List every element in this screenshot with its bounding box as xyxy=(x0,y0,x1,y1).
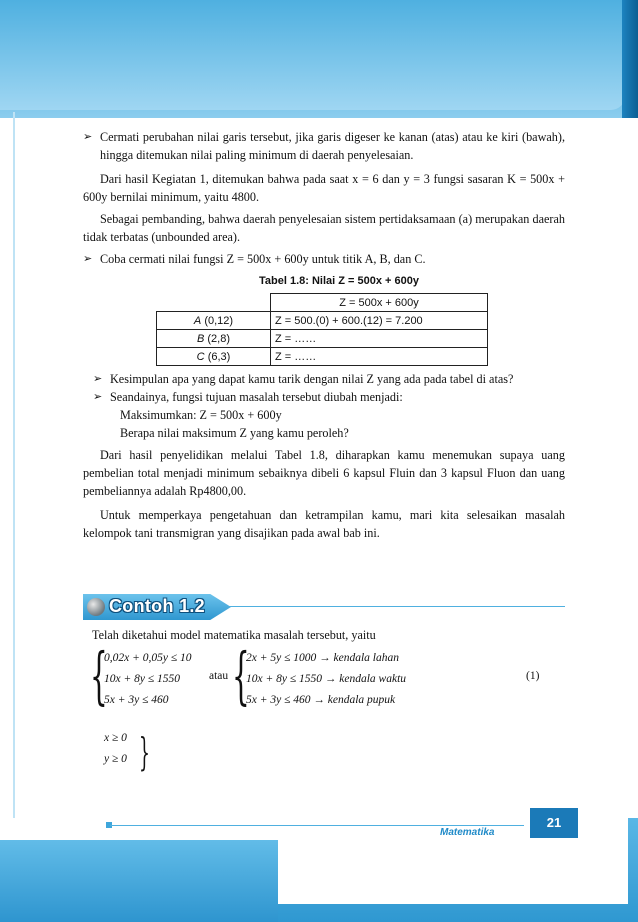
sub-bullet-list xyxy=(93,370,565,442)
right-eq-2: 10x + 8y ≤ 1550 → kendala waktu xyxy=(246,673,407,685)
paragraph-kegiatan: Dari hasil Kegiatan 1, ditemukan bahwa pada saat x = 6 dan y = 3 fungsi sasaran K = 500x + 600y bernilai minimum, yaitu 4800. xyxy=(83,172,565,204)
table-point-cell: B (2,8) xyxy=(157,330,271,348)
nonneg-y: y ≥ 0 xyxy=(104,753,127,765)
top-band-highlight xyxy=(0,0,625,110)
bullet-cermati xyxy=(83,128,565,164)
left-eq-3: 5x + 3y ≤ 460 xyxy=(104,694,169,706)
nilai-maksimum-question: Berapa nilai maksimum Z yang kamu peroleh? xyxy=(120,426,349,440)
equation-number: (1) xyxy=(526,670,540,682)
right-eq-1: 2x + 5y ≤ 1000 → kendala lahan xyxy=(246,652,400,664)
table-value-cell: Z = …… xyxy=(271,330,488,348)
table-row xyxy=(157,330,488,348)
page-number: 21 xyxy=(530,808,578,838)
right-system xyxy=(246,648,406,711)
right-brace: { xyxy=(232,639,250,712)
bullet-arrow-icon: ➢ xyxy=(93,373,103,385)
left-margin-line xyxy=(13,112,15,818)
example-title: Contoh 1.2 xyxy=(109,596,205,616)
left-system xyxy=(104,648,192,711)
bullet-arrow-icon: ➢ xyxy=(83,131,93,143)
bottom-left-decorative-tab xyxy=(0,840,278,922)
table-header-row xyxy=(157,294,488,312)
page-content xyxy=(83,128,565,542)
left-eq-1: 0,02x + 0,05y ≤ 10 xyxy=(104,652,192,664)
table-value-cell: Z = …… xyxy=(271,348,488,366)
example-heading xyxy=(83,594,565,620)
model-intro-text: Telah diketahui model matematika masalah tersebut, yaitu xyxy=(92,628,376,642)
z-value-table xyxy=(156,293,488,366)
connector-atau: atau xyxy=(209,670,229,682)
nonneg-constraints xyxy=(104,728,127,770)
bullet-arrow-icon: ➢ xyxy=(93,391,103,403)
example-heading-rule xyxy=(228,606,565,607)
table-row xyxy=(157,348,488,366)
maksimumkan-line: Maksimumkan: Z = 500x + 600y xyxy=(120,408,282,422)
bullet-seandainya xyxy=(93,388,565,406)
table-value-cell: Z = 500.(0) + 600.(12) = 7.200 xyxy=(271,312,488,330)
bullet-text: Coba cermati nilai fungsi Z = 500x + 600y untuk titik A, B, dan C. xyxy=(100,252,426,266)
right-eq-3: 5x + 3y ≤ 460 → kendala pupuk xyxy=(246,694,396,706)
nonneg-right-brace: } xyxy=(139,730,150,774)
table-title: Tabel 1.8: Nilai Z = 500x + 600y xyxy=(259,275,419,287)
paragraph-penyelidikan: Dari hasil penyelidikan melalui Tabel 1.8, diharapkan kamu menemukan supaya uang pembelian total menjadi minimum sebaiknya dibeli 6 kapsul Fluin dan 3 kapsul Fluon dan uang pembeliannya adalah Rp4800,00. xyxy=(83,448,565,498)
bullet-text: Cermati perubahan nilai garis tersebut, jika garis digeser ke kanan (atas) atau ke kiri (bawah), hingga ditemukan nilai paling minimum di daerah penyelesaian. xyxy=(100,130,565,162)
bullet-kesimpulan xyxy=(93,370,565,388)
paragraph-pembanding: Sebagai pembanding, bahwa daerah penyelesaian sistem pertidaksamaan (a) merupakan daerah tidak terbatas (unbounded area). xyxy=(83,212,565,244)
bullet-arrow-icon: ➢ xyxy=(83,253,93,265)
footer-subject: Matematika xyxy=(440,827,495,838)
table-header-blank xyxy=(157,294,271,312)
nonneg-x: x ≥ 0 xyxy=(104,732,127,744)
left-brace: { xyxy=(90,639,108,712)
bullet-coba xyxy=(83,250,565,268)
footer-rule xyxy=(110,825,524,826)
table-point-cell: C (6,3) xyxy=(157,348,271,366)
left-eq-2: 10x + 8y ≤ 1550 xyxy=(104,673,181,685)
paragraph-memperkaya: Untuk memperkaya pengetahuan dan ketrampilan kamu, mari kita selesaikan masalah kelompok tani transmigran yang disajikan pada awal bab ini. xyxy=(83,508,565,540)
globe-icon xyxy=(87,598,105,616)
top-band-edge xyxy=(622,0,638,118)
table-point-cell: A (0,12) xyxy=(157,312,271,330)
table-header-cell: Z = 500x + 600y xyxy=(271,294,488,312)
bullet-text: Seandainya, fungsi tujuan masalah tersebut diubah menjadi: xyxy=(110,390,403,404)
table-row xyxy=(157,312,488,330)
bullet-text: Kesimpulan apa yang dapat kamu tarik dengan nilai Z yang ada pada tabel di atas? xyxy=(110,372,514,386)
